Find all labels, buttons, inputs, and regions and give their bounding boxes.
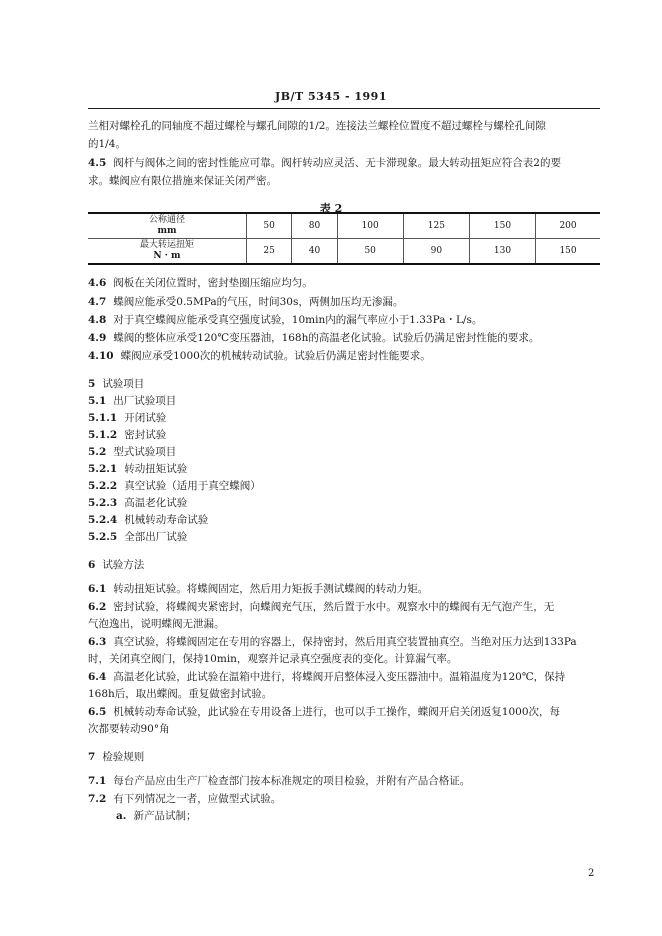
clause-number: 4.5 bbox=[88, 157, 107, 169]
clause-6-2 bbox=[88, 600, 600, 614]
clause-text: 机械转动寿命试验，此试验在专用设备上进行，也可以手工操作，蝶阀开启关闭返复1000次，每 bbox=[113, 706, 561, 718]
clause-text: 转动扭矩试验 bbox=[124, 463, 188, 475]
clause-text: 出厂试验项目 bbox=[113, 395, 177, 407]
clause-text: 全部出厂试验 bbox=[124, 531, 188, 543]
table-cell: 50 bbox=[337, 239, 403, 265]
table-caption: 表 2 bbox=[319, 202, 343, 215]
clause-number: 5.1.1 bbox=[88, 412, 118, 424]
section-title: 检验规则 bbox=[102, 751, 145, 763]
clause-text: 机械转动寿命试验 bbox=[124, 514, 209, 526]
list-item bbox=[88, 394, 600, 408]
clause-number: 4.8 bbox=[88, 314, 107, 326]
clause-text: 阀杆与阀体之间的密封性能应可靠。阀杆转动应灵活、无卡滞现象。最大转动扭矩应符合表2的要 bbox=[113, 157, 561, 169]
list-item-a bbox=[116, 809, 628, 823]
table-cell: 100 bbox=[337, 213, 403, 239]
clause-number: 6.5 bbox=[88, 706, 107, 718]
header-rule bbox=[88, 108, 600, 109]
clause-number: 6.3 bbox=[88, 636, 107, 648]
section-7-heading bbox=[88, 750, 600, 764]
clause-6-5 bbox=[88, 705, 600, 719]
clause-4-5-continuation: 求。蝶阀应有限位措施来保证关闭严密。 bbox=[88, 175, 277, 187]
page-number: 2 bbox=[588, 868, 595, 879]
clause-number: 5.1.2 bbox=[88, 429, 118, 441]
clause-number: 6.4 bbox=[88, 671, 107, 683]
table-cell: 200 bbox=[536, 213, 600, 239]
clause-text: 蝶阀应承受1000次的机械转动试验。试验后仍满足密封性能要求。 bbox=[120, 350, 431, 362]
row-label-unit: mm bbox=[157, 226, 177, 236]
table-cell: 50 bbox=[247, 213, 292, 239]
clause-text: 密封试验，将蝶阀夹紧密封，向蝶阀充气压，然后置于水中。观察水中的蝶阀有无气泡产生，无 bbox=[113, 601, 555, 613]
section-number: 5 bbox=[88, 378, 96, 390]
clause-6-3 bbox=[88, 635, 600, 649]
clause-text: 密封试验 bbox=[124, 429, 167, 441]
clause-6-4 bbox=[88, 670, 600, 684]
clause-text: 真空试验（适用于真空蝶阀） bbox=[124, 480, 261, 492]
section-number: 7 bbox=[88, 751, 96, 763]
clause-number: 4.10 bbox=[88, 350, 114, 362]
section-6-heading bbox=[88, 558, 600, 572]
clause-number: 5.2.1 bbox=[88, 463, 118, 475]
list-item-text: 新产品试制； bbox=[133, 810, 197, 822]
intro-line-2: 的1/4。 bbox=[88, 138, 126, 150]
clause-text: 转动扭矩试验。将蝶阀固定，然后用力矩扳手测试蝶阀的转动力矩。 bbox=[113, 583, 429, 595]
clause-text: 真空试验，将蝶阀固定在专用的容器上，保持密封，然后用真空装置抽真空。当绝对压力达到133Pa bbox=[113, 636, 577, 648]
section-5-heading bbox=[88, 377, 600, 391]
standard-code-header: JB/T 5345 - 1991 bbox=[275, 90, 387, 103]
clause-4-5 bbox=[88, 156, 600, 170]
table-cell: 130 bbox=[469, 239, 535, 265]
clause-text: 蝶阀的整体应承受120℃变压器油，168h的高温老化试验。试验后仍满足密封性能的要求。 bbox=[113, 332, 540, 344]
clause-4-8 bbox=[88, 313, 600, 327]
clause-text: 高温老化试验 bbox=[124, 497, 188, 509]
clause-6-5-continuation: 次都要转动90°角 bbox=[88, 723, 170, 735]
clause-number: 4.6 bbox=[88, 277, 107, 289]
clause-text: 有下列情况之一者，应做型式试验。 bbox=[113, 793, 282, 805]
list-item bbox=[88, 513, 600, 527]
table-cell: 80 bbox=[292, 213, 337, 239]
table-cell: 25 bbox=[247, 239, 292, 265]
clause-number: 5.2.4 bbox=[88, 514, 118, 526]
clause-number: 7.1 bbox=[88, 775, 107, 787]
clause-number: 4.9 bbox=[88, 332, 107, 344]
row-label-line: 最大转运扭矩 bbox=[139, 240, 194, 250]
clause-number: 5.2.3 bbox=[88, 497, 118, 509]
list-item bbox=[88, 462, 600, 476]
clause-number: 5.2.2 bbox=[88, 480, 118, 492]
clause-7-1 bbox=[88, 774, 600, 788]
clause-text: 高温老化试验，此试验在温箱中进行，将蝶阀开启整体浸入变压器油中。温箱温度为120℃，保持 bbox=[113, 671, 566, 683]
table-cell: 40 bbox=[292, 239, 337, 265]
clause-6-1 bbox=[88, 582, 600, 596]
clause-4-9 bbox=[88, 331, 600, 345]
table-row-torque bbox=[88, 239, 600, 265]
clause-6-4-continuation: 168h后，取出蝶阀。重复做密封试验。 bbox=[88, 688, 273, 700]
clause-text: 型式试验项目 bbox=[113, 446, 177, 458]
clause-4-7 bbox=[88, 295, 600, 309]
clause-4-10 bbox=[88, 349, 600, 363]
clause-number: 5.1 bbox=[88, 395, 107, 407]
clause-text: 蝶阀应能承受0.5MPa的气压，时间30s，两侧加压均无渗漏。 bbox=[113, 296, 404, 308]
table-cell: 150 bbox=[469, 213, 535, 239]
clause-number: 4.7 bbox=[88, 296, 107, 308]
table-cell: 90 bbox=[403, 239, 469, 265]
list-item bbox=[88, 411, 600, 425]
clause-number: 6.1 bbox=[88, 583, 107, 595]
list-item-label: a. bbox=[116, 810, 127, 822]
section-number: 6 bbox=[88, 559, 96, 571]
section-title: 试验方法 bbox=[102, 559, 145, 571]
clause-number: 7.2 bbox=[88, 793, 107, 805]
row-label-unit: N · m bbox=[153, 251, 181, 261]
clause-6-2-continuation: 气泡逸出，说明蝶阀无泄漏。 bbox=[88, 618, 225, 630]
table-row-diameter bbox=[88, 213, 600, 239]
torque-table bbox=[88, 212, 600, 265]
list-item bbox=[88, 496, 600, 510]
table-cell: 150 bbox=[536, 239, 600, 265]
clause-number: 5.2 bbox=[88, 446, 107, 458]
table-cell: 125 bbox=[403, 213, 469, 239]
clause-number: 6.2 bbox=[88, 601, 107, 613]
row-label-line: 公称通径 bbox=[148, 215, 185, 225]
list-item bbox=[88, 530, 600, 544]
clause-text: 对于真空蝶阀应能承受真空强度试验，10min内的漏气率应小于1.33Pa・L/s。 bbox=[113, 314, 483, 326]
row-label-diameter bbox=[88, 213, 247, 239]
list-item bbox=[88, 445, 600, 459]
clause-number: 5.2.5 bbox=[88, 531, 118, 543]
section-title: 试验项目 bbox=[102, 378, 145, 390]
list-item bbox=[88, 479, 600, 493]
clause-6-3-continuation: 时，关闭真空阀门，保持10min，观察并记录真空强度表的变化。计算漏气率。 bbox=[88, 653, 458, 665]
clause-text: 每台产品应由生产厂检查部门按本标准规定的项目检验，并附有产品合格证。 bbox=[113, 775, 471, 787]
clause-text: 阀板在关闭位置时，密封垫圈压缩应均匀。 bbox=[113, 277, 313, 289]
list-item bbox=[88, 428, 600, 442]
clause-text: 开闭试验 bbox=[124, 412, 167, 424]
row-label-torque bbox=[88, 239, 247, 265]
intro-line-1: 兰相对螺栓孔的同轴度不超过螺栓与螺孔间隙的1/2。连接法兰螺栓位置度不超过螺栓与螺栓孔间隙 bbox=[88, 120, 546, 132]
clause-7-2 bbox=[88, 792, 600, 806]
clause-4-6 bbox=[88, 276, 600, 290]
